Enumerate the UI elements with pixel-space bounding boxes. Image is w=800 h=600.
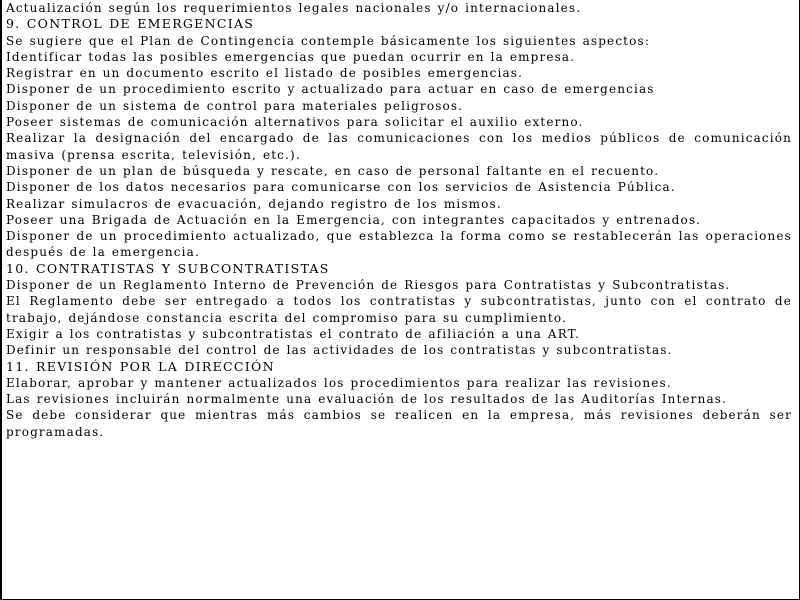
section-9-paragraph: Realizar la designación del encargado de las comunicaciones con los medios públicos de comunicación masiva (prensa escrita, televisión, etc.). — [6, 131, 792, 162]
section-10-paragraph: Definir un responsable del control de las actividades de los contratistas y subcontratistas. — [6, 343, 673, 358]
section-11-paragraph: Elaborar, aprobar y mantener actualizados los procedimientos para realizar las revisiones. — [6, 375, 672, 390]
intro-line: Actualización según los requerimientos legales nacionales y/o internacionales. — [6, 1, 582, 15]
section-11-paragraph: Se debe considerar que mientras más cambios se realicen en la empresa, más revisiones deberán ser programadas. — [6, 408, 792, 439]
section-9-paragraph: Identificar todas las posibles emergencias que puedan ocurrir en la empresa. — [6, 49, 576, 64]
section-9-paragraph: Realizar simulacros de evacuación, dejando registro de los mismos. — [6, 196, 502, 211]
section-9-paragraph: Disponer de un plan de búsqueda y rescate, en caso de personal faltante en el recuento. — [6, 163, 660, 178]
section-9-paragraph: Poseer sistemas de comunicación alternativos para solicitar el auxilio externo. — [6, 115, 584, 130]
section-10-paragraph: Exigir a los contratistas y subcontratistas el contrato de afiliación a una ART. — [6, 326, 581, 341]
section-9-heading: 9. CONTROL DE EMERGENCIAS — [6, 16, 255, 32]
section-11-paragraph: Las revisiones incluirán normalmente una evaluación de los resultados de las Auditorías Internas. — [6, 392, 728, 407]
section-9-paragraph: Registrar en un documento escrito el listado de posibles emergencias. — [6, 66, 524, 81]
section-10-paragraph: Disponer de un Reglamento Interno de Prevención de Riesgos para Contratistas y Subcontratistas. — [6, 278, 731, 293]
section-9-paragraph: Disponer de un procedimiento actualizado, que establezca la forma como se restablecerán las operaciones después de la emergencia. — [6, 229, 792, 260]
section-10-heading: 10. CONTRATISTAS Y SUBCONTRATISTAS — [6, 260, 330, 276]
section-9-paragraph: Disponer de un sistema de control para materiales peligrosos. — [6, 98, 464, 113]
section-9-paragraph: Disponer de los datos necesarios para comunicarse con los servicios de Asistencia Pública. — [6, 180, 676, 195]
section-9-paragraph: Se sugiere que el Plan de Contingencia contemple básicamente los siguientes aspectos: — [6, 33, 651, 48]
section-9-paragraph: Disponer de un procedimiento escrito y actualizado para actuar en caso de emergencias — [6, 82, 655, 97]
section-11-heading: 11. REVISIÓN POR LA DIRECCIÓN — [6, 358, 275, 374]
section-9-paragraph: Poseer una Brigada de Actuación en la Emergencia, con integrantes capacitados y entrenados. — [6, 212, 702, 227]
section-10-paragraph: El Reglamento debe ser entregado a todos los contratistas y subcontratistas, junto con el contrato de trabajo, dejándose constancia escrita del compromiso para su cumplimiento. — [6, 294, 792, 325]
document-body — [6, 0, 792, 440]
